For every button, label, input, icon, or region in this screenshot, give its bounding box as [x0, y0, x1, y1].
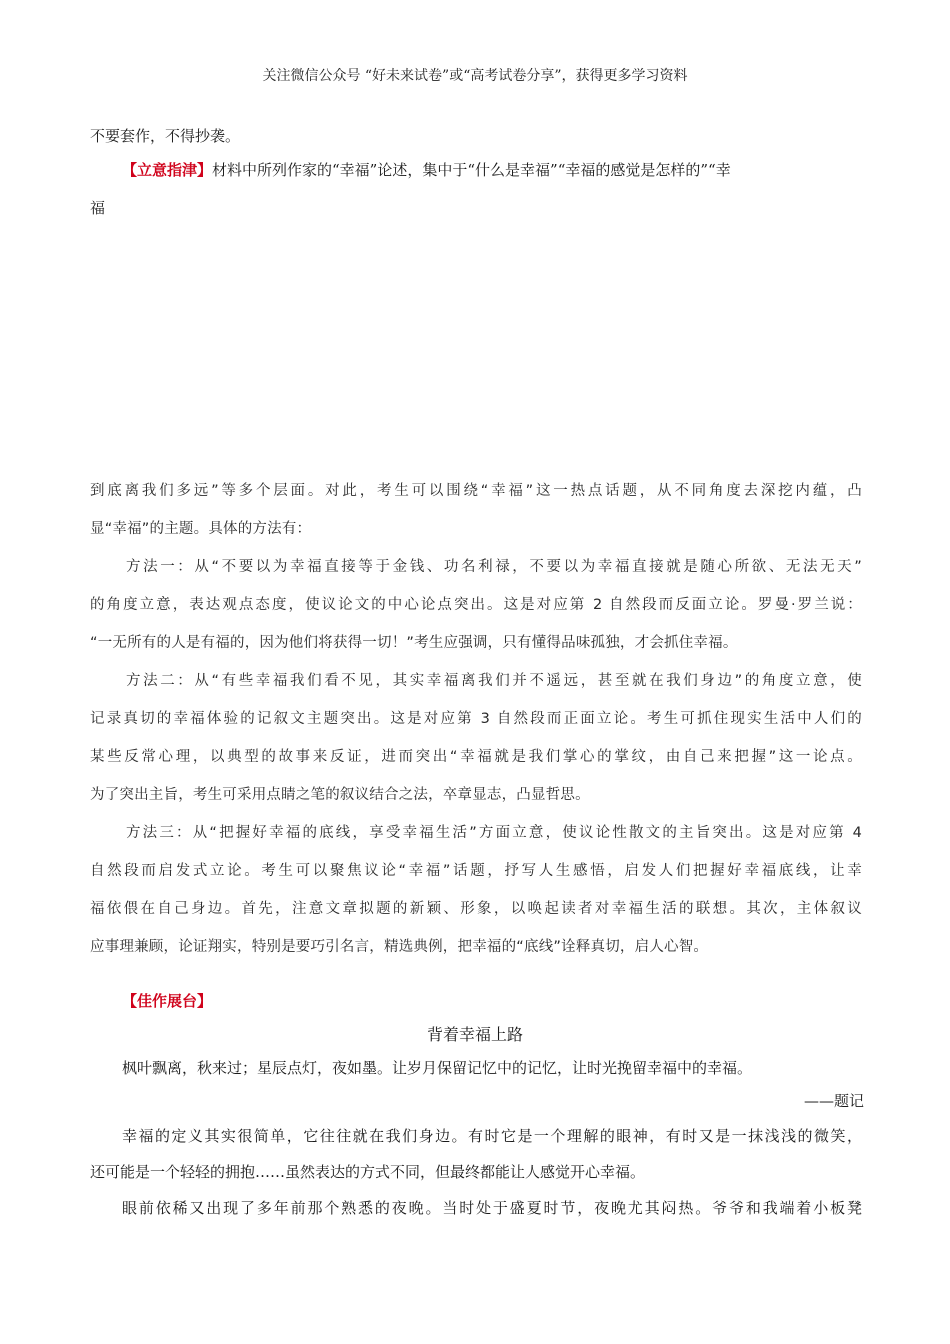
essay-epigraph: 枫叶飘离，秋来过；星辰点灯，夜如墨。让岁月保留记忆中的记忆，让时光挽留幸福中的幸福。: [122, 1059, 753, 1077]
intro-line: 不要套作，不得抄袭。: [90, 127, 241, 145]
method-2-line: 记录真切的幸福体验的记叙文主题突出。这是对应第 3 自然段而正面立论。考生可抓住现实生活中人们的: [90, 711, 862, 727]
method-3-line: 方法三：从“把握好幸福的底线，享受幸福生活”方面立意，使议论性散文的主旨突出。这是对应第 4: [126, 825, 862, 841]
guide-paragraph-line-2: 福: [90, 199, 106, 217]
guide-paragraph-line-1: [122, 160, 731, 180]
essay-paragraph-line: 还可能是一个轻轻的拥抱……虽然表达的方式不同，但最终都能让人感觉开心幸福。: [90, 1163, 646, 1181]
page-header-note: 关注微信公众号 “好未来试卷”或“高考试卷分享”，获得更多学习资料: [262, 68, 688, 84]
method-2-line: 为了突出主旨，考生可采用点睛之笔的叙议结合之法，卒章显志，凸显哲思。: [90, 787, 590, 803]
method-1-line: “一无所有的人是有福的，因为他们将获得一切！”考生应强调，只有懂得品味孤独，才会抓住幸福。: [90, 635, 738, 651]
method-3-line: 福依偎在自己身边。首先，注意文章拟题的新颖、形象，以唤起读者对幸福生活的联想。其次，主体叙议: [90, 901, 862, 917]
showcase-label: 【佳作展台】: [122, 992, 213, 1010]
method-3-line: 应事理兼顾，论证翔实，特别是要巧引名言，精选典例，把幸福的“底线”诠释真切，启人心智。: [90, 939, 709, 955]
method-2-line: 方法二：从“有些幸福我们看不见，其实幸福离我们并不遥远，甚至就在我们身边”的角度立意，使: [126, 673, 862, 689]
analysis-line: 到底离我们多远”等多个层面。对此，考生可以围绕“幸福”这一热点话题，从不同角度去深挖内蕴，凸: [90, 483, 862, 499]
analysis-line: 显“幸福”的主题。具体的方法有：: [90, 521, 312, 537]
method-2-line: 某些反常心理，以典型的故事来反证，进而突出“幸福就是我们掌心的掌纹，由自己来把握”这一论点。: [90, 749, 862, 765]
method-3-line: 自然段而启发式立论。考生可以聚焦议论“幸福”话题，抒写人生感悟，启发人们把握好幸福底线，让幸: [90, 863, 862, 879]
essay-title: 背着幸福上路: [426, 1025, 523, 1044]
method-1-line: 方法一：从“不要以为幸福直接等于金钱、功名利禄，不要以为幸福直接就是随心所欲、无法无天”: [126, 559, 862, 575]
guide-label: 【立意指津】: [122, 161, 213, 179]
epigraph-signature: ——题记: [803, 1092, 864, 1110]
essay-paragraph-line: 眼前依稀又出现了多年前那个熟悉的夜晚。当时处于盛夏时节，夜晚尤其闷热。爷爷和我端着小板凳: [122, 1199, 862, 1217]
guide-text: 材料中所列作家的“幸福”论述，集中于“什么是幸福”“幸福的感觉是怎样的”“幸: [212, 161, 731, 179]
essay-paragraph-line: 幸福的定义其实很简单，它往往就在我们身边。有时它是一个理解的眼神，有时又是一抹浅浅的微笑，: [122, 1127, 862, 1145]
method-1-line: 的角度立意，表达观点态度，使议论文的中心论点突出。这是对应第 2 自然段而反面立论。罗曼·罗兰说：: [90, 597, 862, 613]
